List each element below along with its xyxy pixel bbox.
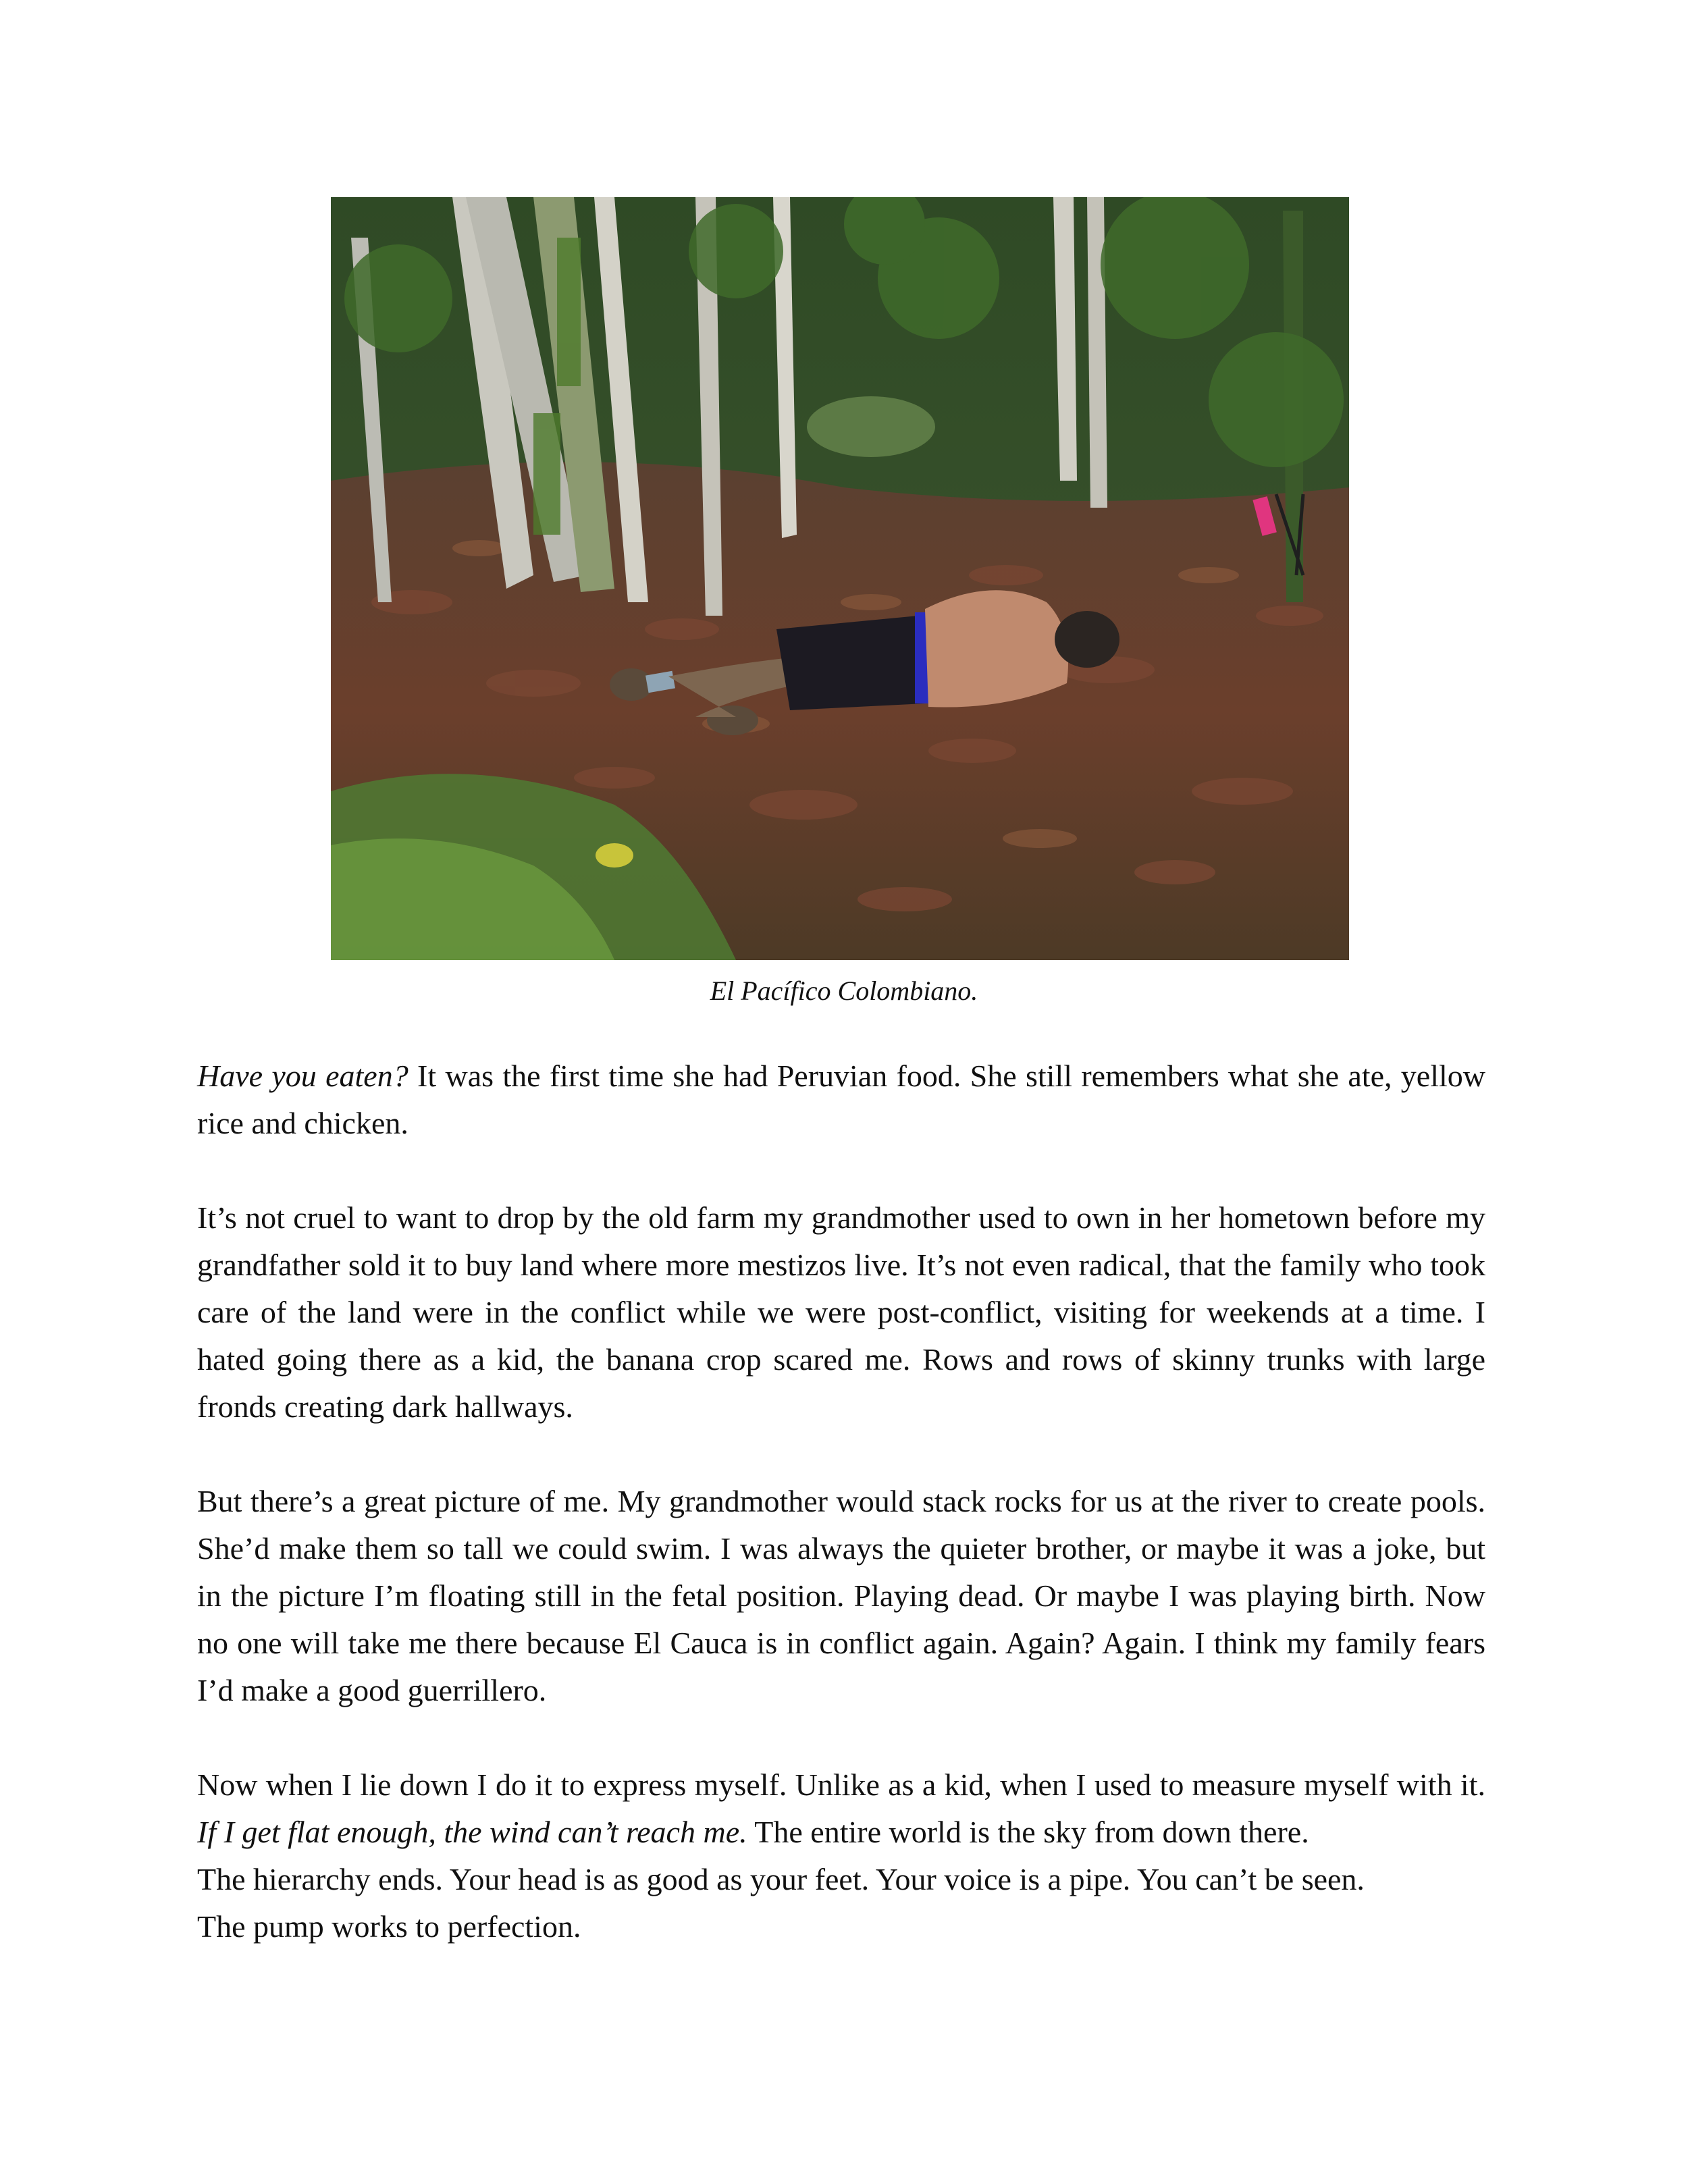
paragraph-4 <box>197 1761 1485 1856</box>
paragraph-1 <box>197 1053 1485 1147</box>
forest-photo <box>331 197 1349 960</box>
paragraph-3: But there’s a great picture of me. My grandmother would stack rocks for us at the river to create pools. She’d make them so tall we could swim. I was always the quieter brother, or maybe it was a joke, but in the picture I’m floating still in the fetal position. Playing dead. Or maybe I was playing birth. Now no one will take me there because El Cauca is in conflict again. Again? Again. I think my family fears I’d make a good guerrillero. <box>197 1484 1485 1707</box>
paragraph-4-line-3: The hierarchy ends. Your head is as good as your feet. Your voice is a pipe. You can’t be seen. <box>197 1862 1365 1896</box>
paragraph-4-line-4: The pump works to perfection. <box>197 1909 581 1944</box>
paragraph-4-end: The entire world is the sky from down there. <box>747 1815 1309 1849</box>
forest-photo-icon <box>331 197 1349 960</box>
paragraph-1-rest: It was the first time she had Peruvian food. She still remembers what she ate, yellow rice and chicken. <box>197 1059 1485 1140</box>
paragraph-1-lead: Have you eaten? <box>197 1059 408 1093</box>
paragraph-4-start: Now when I lie down I do it to express myself. Unlike as a kid, when I used to measure myself with it. <box>197 1767 1485 1802</box>
photo-caption: El Pacífico Colombiano. <box>710 976 978 1006</box>
paragraph-4-tail <box>197 1856 1485 1950</box>
paragraph-4-italic: If I get flat enough, the wind can’t reach me. <box>197 1815 747 1849</box>
paragraph-2: It’s not cruel to want to drop by the old farm my grandmother used to own in her hometown before my grandfather sold it to buy land where more mestizos live. It’s not even radical, that the family who took care of the land were in the conflict while we were post-conflict, visiting for weekends at a time. I hated going there as a kid, the banana crop scared me. Rows and rows of skinny trunks with large fronds creating dark hallways. <box>197 1200 1485 1424</box>
body-text <box>197 1053 1485 1950</box>
